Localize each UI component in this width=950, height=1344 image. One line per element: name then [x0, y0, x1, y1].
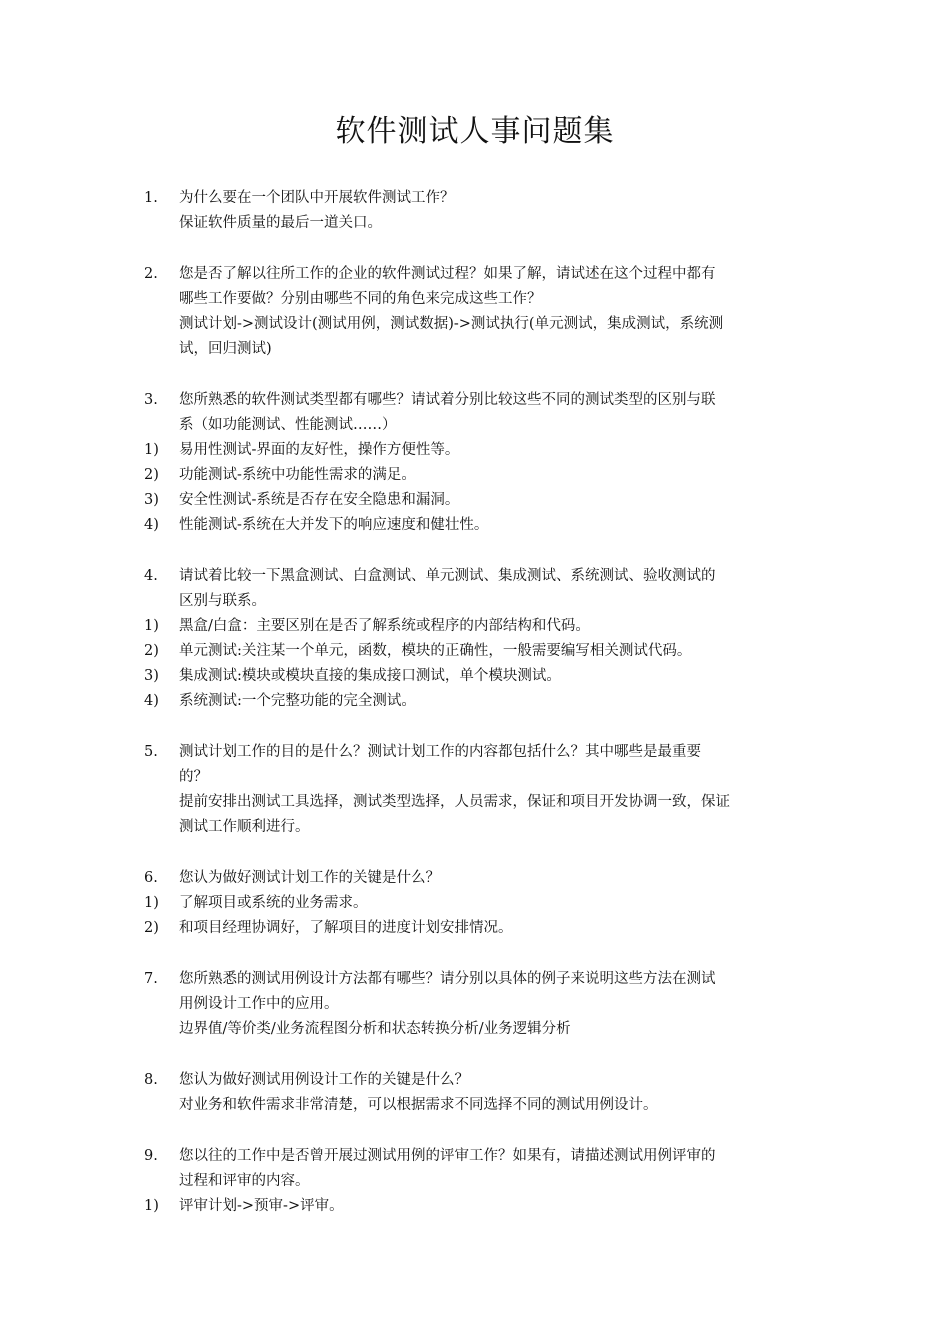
question-text: 您以往的工作中是否曾开展过测试用例的评审工作？如果有，请描述测试用例评审的: [179, 1148, 716, 1164]
question-number: 4.: [144, 568, 158, 584]
answer-text: 安全性测试-系统是否存在安全隐患和漏洞。: [179, 492, 460, 508]
question-text: 为什么要在一个团队中开展软件测试工作？: [179, 190, 455, 206]
answer-line: [0, 614, 950, 639]
answer-text: 易用性测试-界面的友好性，操作方便性等。: [179, 442, 460, 458]
answer-text: 试，回归测试): [179, 341, 272, 357]
answer-line: [0, 513, 950, 538]
question-number: 8.: [144, 1072, 158, 1088]
question-text: 的？: [179, 769, 208, 785]
question-text: 您所熟悉的测试用例设计方法都有哪些？请分别以具体的例子来说明这些方法在测试: [179, 971, 716, 987]
question-number: 9.: [144, 1148, 158, 1164]
question-line: [0, 1068, 950, 1093]
document-title: 软件测试人事问题集: [335, 114, 615, 149]
question-text: 区别与联系。: [179, 593, 266, 609]
answer-marker: 4): [144, 517, 159, 533]
answer-marker: 2): [144, 467, 159, 483]
question-line: [0, 287, 950, 312]
answer-line: [0, 689, 950, 714]
answer-text: 性能测试-系统在大并发下的响应速度和健壮性。: [179, 517, 489, 533]
answer-text: 单元测试:关注某一个单元，函数，模块的正确性，一般需要编写相关测试代码。: [179, 643, 692, 659]
question-text: 您认为做好测试用例设计工作的关键是什么？: [179, 1072, 469, 1088]
question-text: 您是否了解以往所工作的企业的软件测试过程？如果了解，请试述在这个过程中都有: [179, 266, 716, 282]
answer-line: [0, 211, 950, 236]
question-number: 2.: [144, 266, 158, 282]
question-number: 6.: [144, 870, 158, 886]
question-line: [0, 589, 950, 614]
question-line: [0, 388, 950, 413]
answer-text: 边界值/等价类/业务流程图分析和状态转换分析/业务逻辑分析: [179, 1021, 571, 1037]
answer-marker: 3): [144, 492, 159, 508]
answer-line: [0, 488, 950, 513]
question-number: 5.: [144, 744, 158, 760]
question-line: [0, 1169, 950, 1194]
answer-line: [0, 1194, 950, 1219]
answer-line: [0, 664, 950, 689]
answer-text: 保证软件质量的最后一道关口。: [179, 215, 382, 231]
question-line: [0, 186, 950, 211]
question-text: 您所熟悉的软件测试类型都有哪些？请试着分别比较这些不同的测试类型的区别与联: [179, 392, 716, 408]
question-text: 您认为做好测试计划工作的关键是什么？: [179, 870, 440, 886]
answer-marker: 1): [144, 895, 159, 911]
question-text: 请试着比较一下黑盒测试、白盒测试、单元测试、集成测试、系统测试、验收测试的: [179, 568, 716, 584]
question-number: 1.: [144, 190, 158, 206]
answer-marker: 3): [144, 668, 159, 684]
question-line: [0, 564, 950, 589]
answer-line: [0, 891, 950, 916]
answer-line: [0, 790, 950, 815]
question-line: [0, 866, 950, 891]
answer-text: 功能测试-系统中功能性需求的满足。: [179, 467, 416, 483]
question-block: [0, 967, 950, 1042]
answer-line: [0, 312, 950, 337]
question-line: [0, 1144, 950, 1169]
answer-text: 了解项目或系统的业务需求。: [179, 895, 368, 911]
answer-line: [0, 337, 950, 362]
answer-line: [0, 438, 950, 463]
question-text: 系（如功能测试、性能测试……）: [179, 417, 397, 433]
answer-marker: 4): [144, 693, 159, 709]
answer-line: [0, 1017, 950, 1042]
question-block: [0, 1144, 950, 1219]
answer-marker: 2): [144, 920, 159, 936]
question-block: [0, 740, 950, 840]
question-line: [0, 262, 950, 287]
question-block: [0, 186, 950, 236]
answer-text: 评审计划->预审->评审。: [179, 1198, 344, 1214]
question-block: [0, 262, 950, 362]
answer-text: 集成测试:模块或模块直接的集成接口测试，单个模块测试。: [179, 668, 561, 684]
answer-text: 对业务和软件需求非常清楚，可以根据需求不同选择不同的测试用例设计。: [179, 1097, 658, 1113]
answer-marker: 1): [144, 1198, 159, 1214]
answer-text: 黑盒/白盒：主要区别在是否了解系统或程序的内部结构和代码。: [179, 618, 590, 634]
question-text: 用例设计工作中的应用。: [179, 996, 339, 1012]
question-text: 过程和评审的内容。: [179, 1173, 310, 1189]
answer-line: [0, 1093, 950, 1118]
answer-text: 提前安排出测试工具选择，测试类型选择，人员需求，保证和项目开发协调一致，保证: [179, 794, 730, 810]
answer-line: [0, 639, 950, 664]
question-line: [0, 413, 950, 438]
answer-text: 测试工作顺利进行。: [179, 819, 310, 835]
question-number: 7.: [144, 971, 158, 987]
answer-text: 测试计划->测试设计(测试用例，测试数据)->测试执行(单元测试，集成测试，系统测: [179, 316, 724, 332]
answer-marker: 1): [144, 618, 159, 634]
question-line: [0, 740, 950, 765]
question-block: [0, 866, 950, 941]
answer-marker: 2): [144, 643, 159, 659]
question-text: 测试计划工作的目的是什么？测试计划工作的内容都包括什么？其中哪些是最重要: [179, 744, 701, 760]
question-line: [0, 967, 950, 992]
question-block: [0, 1068, 950, 1118]
answer-line: [0, 916, 950, 941]
question-block: [0, 564, 950, 714]
answer-line: [0, 463, 950, 488]
answer-text: 系统测试:一个完整功能的完全测试。: [179, 693, 416, 709]
answer-text: 和项目经理协调好，了解项目的进度计划安排情况。: [179, 920, 513, 936]
question-line: [0, 765, 950, 790]
question-number: 3.: [144, 392, 158, 408]
question-block: [0, 388, 950, 538]
question-line: [0, 992, 950, 1017]
answer-marker: 1): [144, 442, 159, 458]
answer-line: [0, 815, 950, 840]
question-list: [0, 186, 950, 1245]
question-text: 哪些工作要做？分别由哪些不同的角色来完成这些工作？: [179, 291, 542, 307]
